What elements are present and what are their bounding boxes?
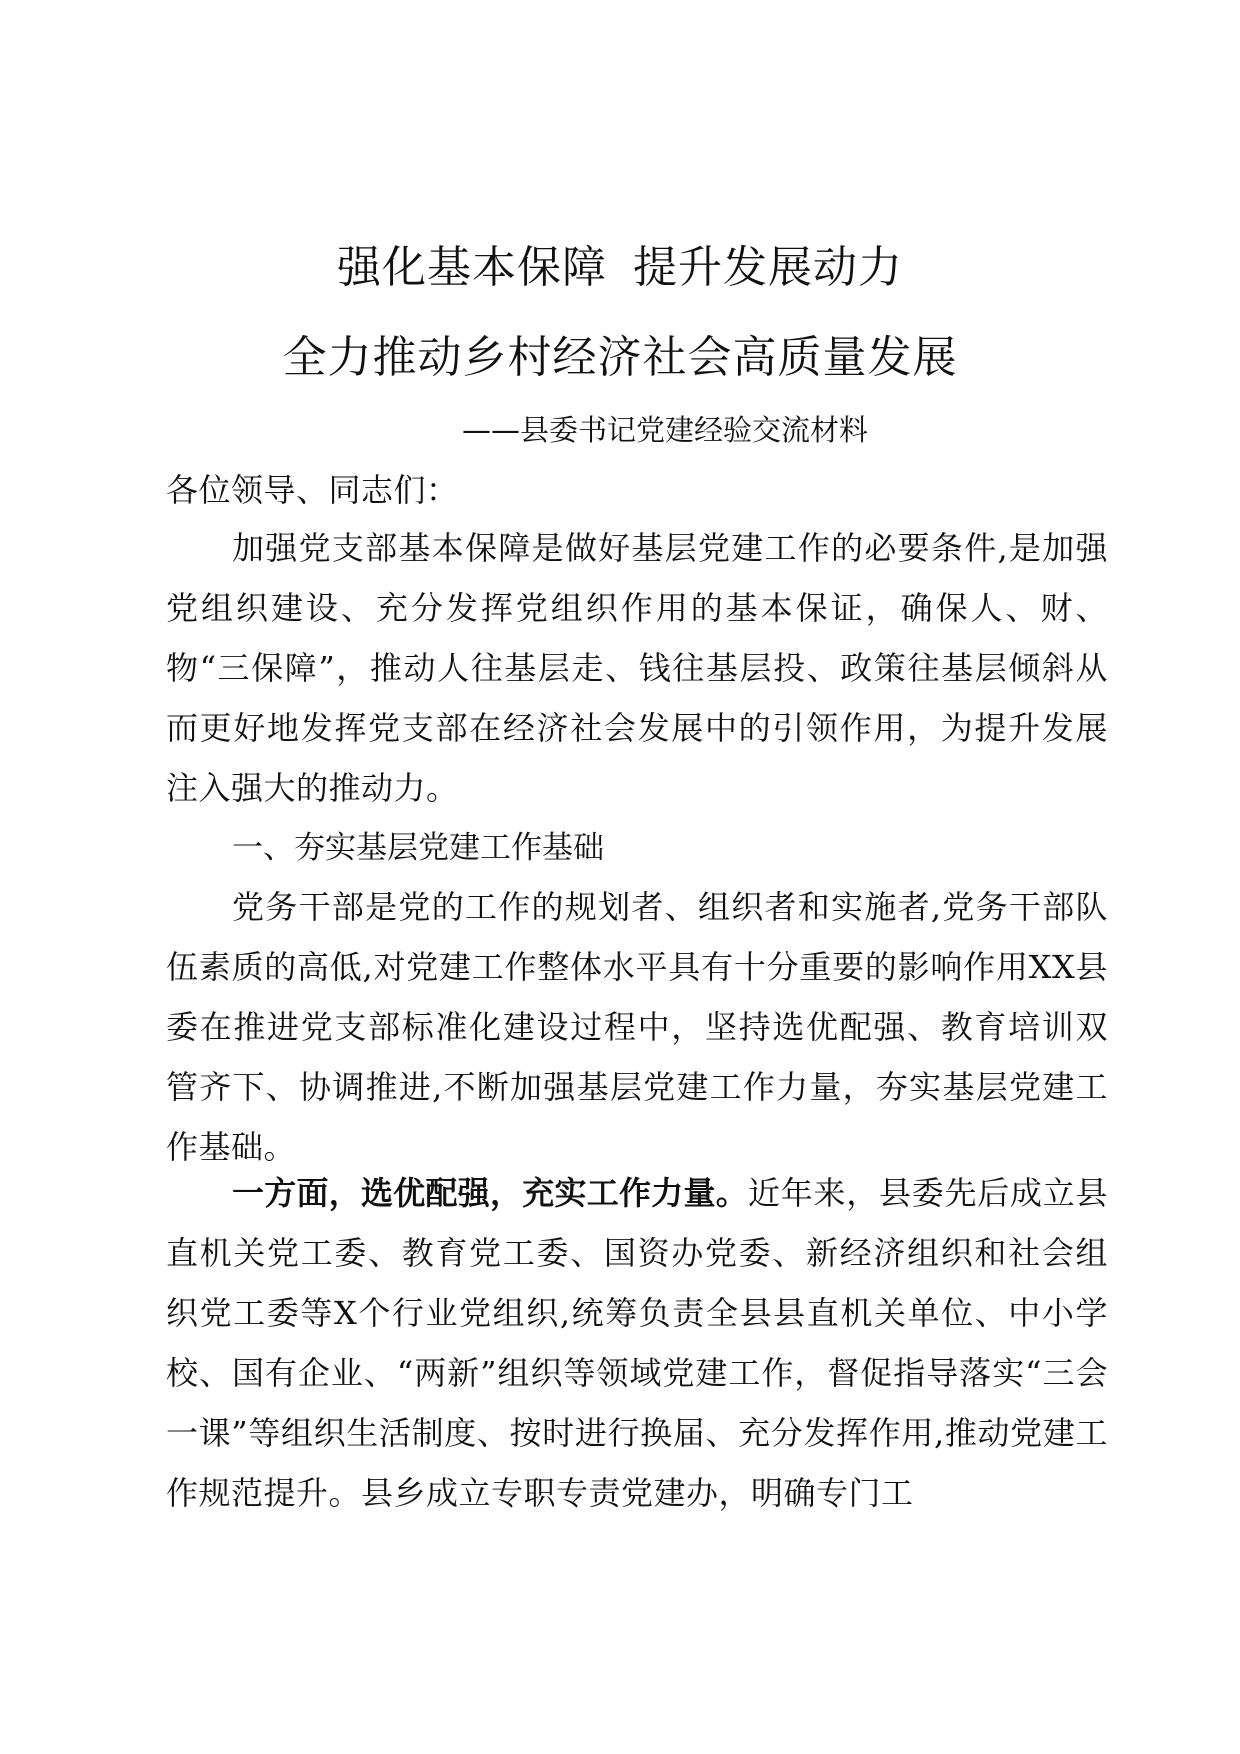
title-part-2: 提升发展动力 [633, 242, 903, 293]
paragraph-lead-bold: 一方面，选优配强，充实工作力量。 [232, 1174, 748, 1212]
document-title-line-1 [0, 238, 1240, 298]
paragraph-body: 近年来，县委先后成立县直机关党工委、教育党工委、国资办党委、新经济组织和社会组织党工委等X个行业党组织,统筹负责全县县直机关单位、中小学校、国有企业、“两新”组织等领域党建工作，督促指导落实“三会一课”等组织生活制度、按时进行换届、充分发挥作用,推动党建工作规范提升。县乡成立专职专责党建办，明确专门工 [166, 1174, 1108, 1512]
title-part-1: 强化基本保障 [337, 242, 607, 293]
paragraph-point-1 [166, 1163, 1108, 1523]
document-subtitle: ——县委书记党建经验交流材料 [461, 413, 868, 447]
document-title-line-2: 全力推动乡村经济社会高质量发展 [282, 332, 958, 383]
greeting: 各位领导、同志们： [166, 471, 459, 509]
section-heading: 一、夯实基层党建工作基础 [232, 830, 604, 866]
paragraph-intro: 加强党支部基本保障是做好基层党建工作的必要条件,是加强党组织建设、充分发挥党组织作用的基本保证，确保人、财、物“三保障”，推动人往基层走、钱往基层投、政策往基层倾斜从而更好地发挥党支部在经济社会发展中的引领作用，为提升发展注入强大的推动力。 [166, 529, 1108, 807]
paragraph-section-1: 党务干部是党的工作的规划者、组织者和实施者,党务干部队伍素质的高低,对党建工作整体水平具有十分重要的影响作用XX县委在推进党支部标准化建设过程中，坚持选优配强、教育培训双管齐下、协调推进,不断加强基层党建工作力量，夯实基层党建工作基础。 [166, 888, 1108, 1166]
